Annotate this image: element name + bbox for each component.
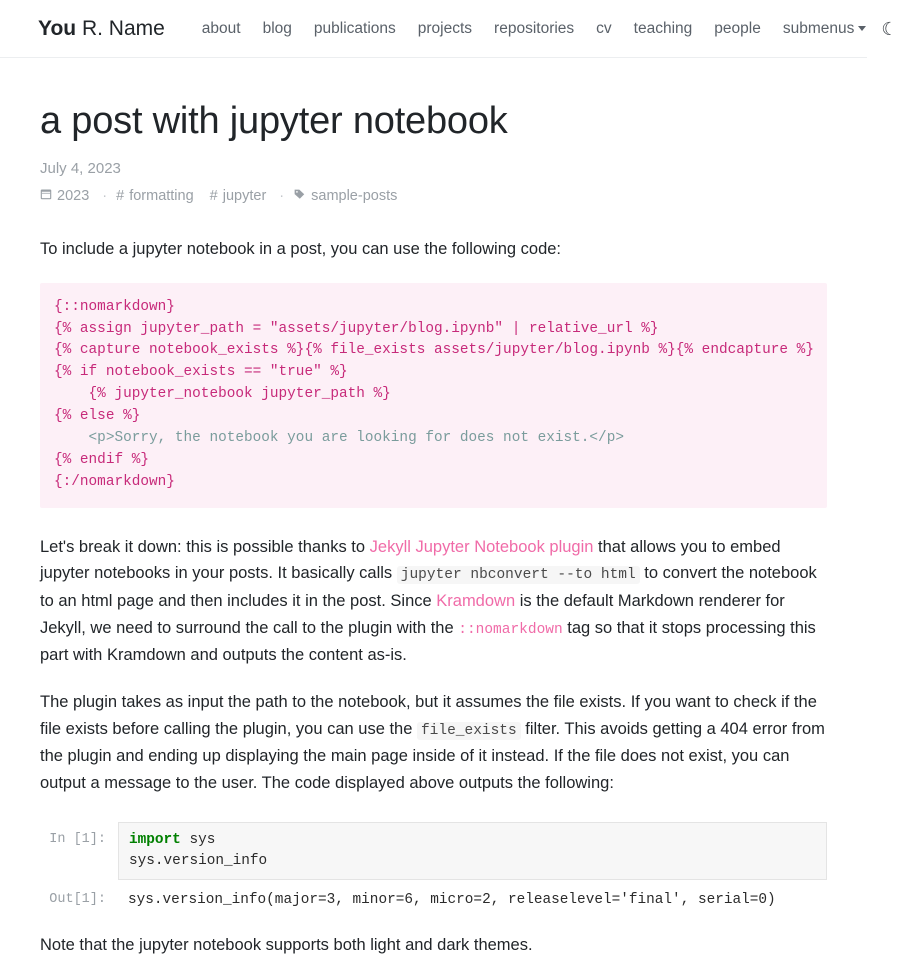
inline-code-nomarkdown: ::nomarkdown xyxy=(458,621,563,638)
site-brand[interactable] xyxy=(38,13,165,45)
post-content xyxy=(0,58,867,959)
code-line-5: {% jupyter_notebook jupyter_path %} xyxy=(54,386,391,403)
liquid-code-block xyxy=(40,283,827,508)
code-line-7: <p>Sorry, the notebook you are looking for does not exist.</p> xyxy=(54,430,624,446)
inline-code-nbconvert: jupyter nbconvert --to html xyxy=(397,566,640,584)
meta-tag-formatting[interactable] xyxy=(116,186,194,208)
code-line-1: {::nomarkdown} xyxy=(54,298,175,315)
notebook-output-text: sys.version_info(major=3, minor=6, micro=2, releaselevel='final', serial=0) xyxy=(128,892,776,909)
top-navigation-bar xyxy=(0,0,898,58)
chevron-down-icon xyxy=(858,26,866,31)
meta-year[interactable] xyxy=(40,186,89,208)
meta-separator-2: · xyxy=(279,188,285,205)
jupyter-notebook-output xyxy=(40,822,827,911)
moon-icon[interactable]: ☾ xyxy=(877,16,901,42)
exp2-text-2: filter. This avoids getting a 404 error from the plugin and ending up displaying the main page inside of it instead. If the file does not exist, you can output a message to the user. The code displayed above outputs the following: xyxy=(40,719,825,792)
nav-item-people[interactable]: people xyxy=(714,19,761,37)
nav-item-teaching[interactable]: teaching xyxy=(633,19,693,37)
exp2-text-1: The plugin takes as input the path to the notebook, but it assumes the file exists. If you want to check if the file exists before calling the plugin, you can use the xyxy=(40,692,817,738)
exp1-text-2: that allows you to embed jupyter notebooks in your posts. It basically calls xyxy=(40,537,781,583)
brand-last-name: R. Name xyxy=(76,16,165,40)
notebook-keyword-import: import xyxy=(129,832,181,849)
meta-tag-jupyter-label: jupyter xyxy=(222,188,267,205)
explanation-paragraph-2 xyxy=(40,689,827,797)
exp1-text-4: is the default Markdown renderer for Jekyll, we need to surround the call to the plugin with the xyxy=(40,591,785,637)
closing-paragraph: Note that the jupyter notebook supports both light and dark themes. xyxy=(40,935,533,954)
exp1-text-3: to convert the notebook to an html page and then includes it in the post. Since xyxy=(40,564,817,610)
notebook-output-row xyxy=(40,890,827,912)
exp1-text-1: Let's break it down: this is possible thanks to xyxy=(40,537,370,556)
exp1-text-5: tag so that it stops processing this part with Kramdown and outputs the content as-is. xyxy=(40,618,816,665)
meta-year-label: 2023 xyxy=(57,188,90,205)
nav-item-submenus-label: submenus xyxy=(782,19,855,37)
meta-category-label: sample-posts xyxy=(311,188,398,205)
link-jekyll-jupyter-plugin[interactable]: Jekyll Jupyter Notebook plugin xyxy=(369,537,594,556)
meta-category-sample-posts[interactable] xyxy=(293,186,397,208)
page-title: a post with jupyter notebook xyxy=(40,100,508,142)
brand-first-name: You xyxy=(38,16,77,40)
post-meta xyxy=(40,186,827,208)
notebook-code-line-1-rest: sys xyxy=(180,832,216,849)
notebook-code-cell[interactable] xyxy=(118,822,827,880)
meta-tag-jupyter[interactable] xyxy=(210,186,267,208)
code-line-8: {% endif %} xyxy=(54,451,149,468)
nav-item-publications[interactable]: publications xyxy=(313,19,396,37)
tag-icon xyxy=(293,186,306,208)
nav-links xyxy=(191,11,878,46)
code-line-9: {:/nomarkdown} xyxy=(54,473,175,490)
nav-item-projects[interactable]: projects xyxy=(417,19,473,37)
calendar-icon xyxy=(40,186,52,208)
notebook-code-line-2: sys.version_info xyxy=(129,853,268,870)
code-line-2: {% assign jupyter_path = "assets/jupyter/blog.ipynb" | relative_url %} xyxy=(54,320,659,337)
inline-code-file-exists: file_exists xyxy=(417,722,521,740)
nav-item-about[interactable]: about xyxy=(201,19,241,37)
meta-separator-1: · xyxy=(102,188,108,205)
post-date: July 4, 2023 xyxy=(40,159,121,177)
nav-item-blog[interactable]: blog xyxy=(262,19,292,37)
link-nomarkdown[interactable] xyxy=(458,619,562,637)
meta-tag-formatting-label: formatting xyxy=(129,188,194,205)
code-line-6: {% else %} xyxy=(54,408,141,425)
hash-icon: # xyxy=(209,188,218,205)
nav-item-repositories[interactable]: repositories xyxy=(494,19,575,37)
intro-paragraph: To include a jupyter notebook in a post, you can use the following code: xyxy=(40,239,562,258)
code-line-3: {% capture notebook_exists %}{% file_exists assets/jupyter/blog.ipynb %}{% endcapture %} xyxy=(54,342,814,359)
hash-icon: # xyxy=(116,188,125,205)
code-line-4: {% if notebook_exists == "true" %} xyxy=(54,364,348,381)
link-kramdown[interactable]: Kramdown xyxy=(436,591,516,610)
nav-item-submenus[interactable] xyxy=(772,11,878,46)
explanation-paragraph-1 xyxy=(40,534,827,669)
notebook-out-prompt: Out[1]: xyxy=(49,892,106,908)
nav-item-cv[interactable]: cv xyxy=(596,19,612,37)
notebook-input-row xyxy=(40,822,827,880)
liquid-code-lines xyxy=(54,297,813,494)
notebook-in-prompt: In [1]: xyxy=(49,832,106,848)
